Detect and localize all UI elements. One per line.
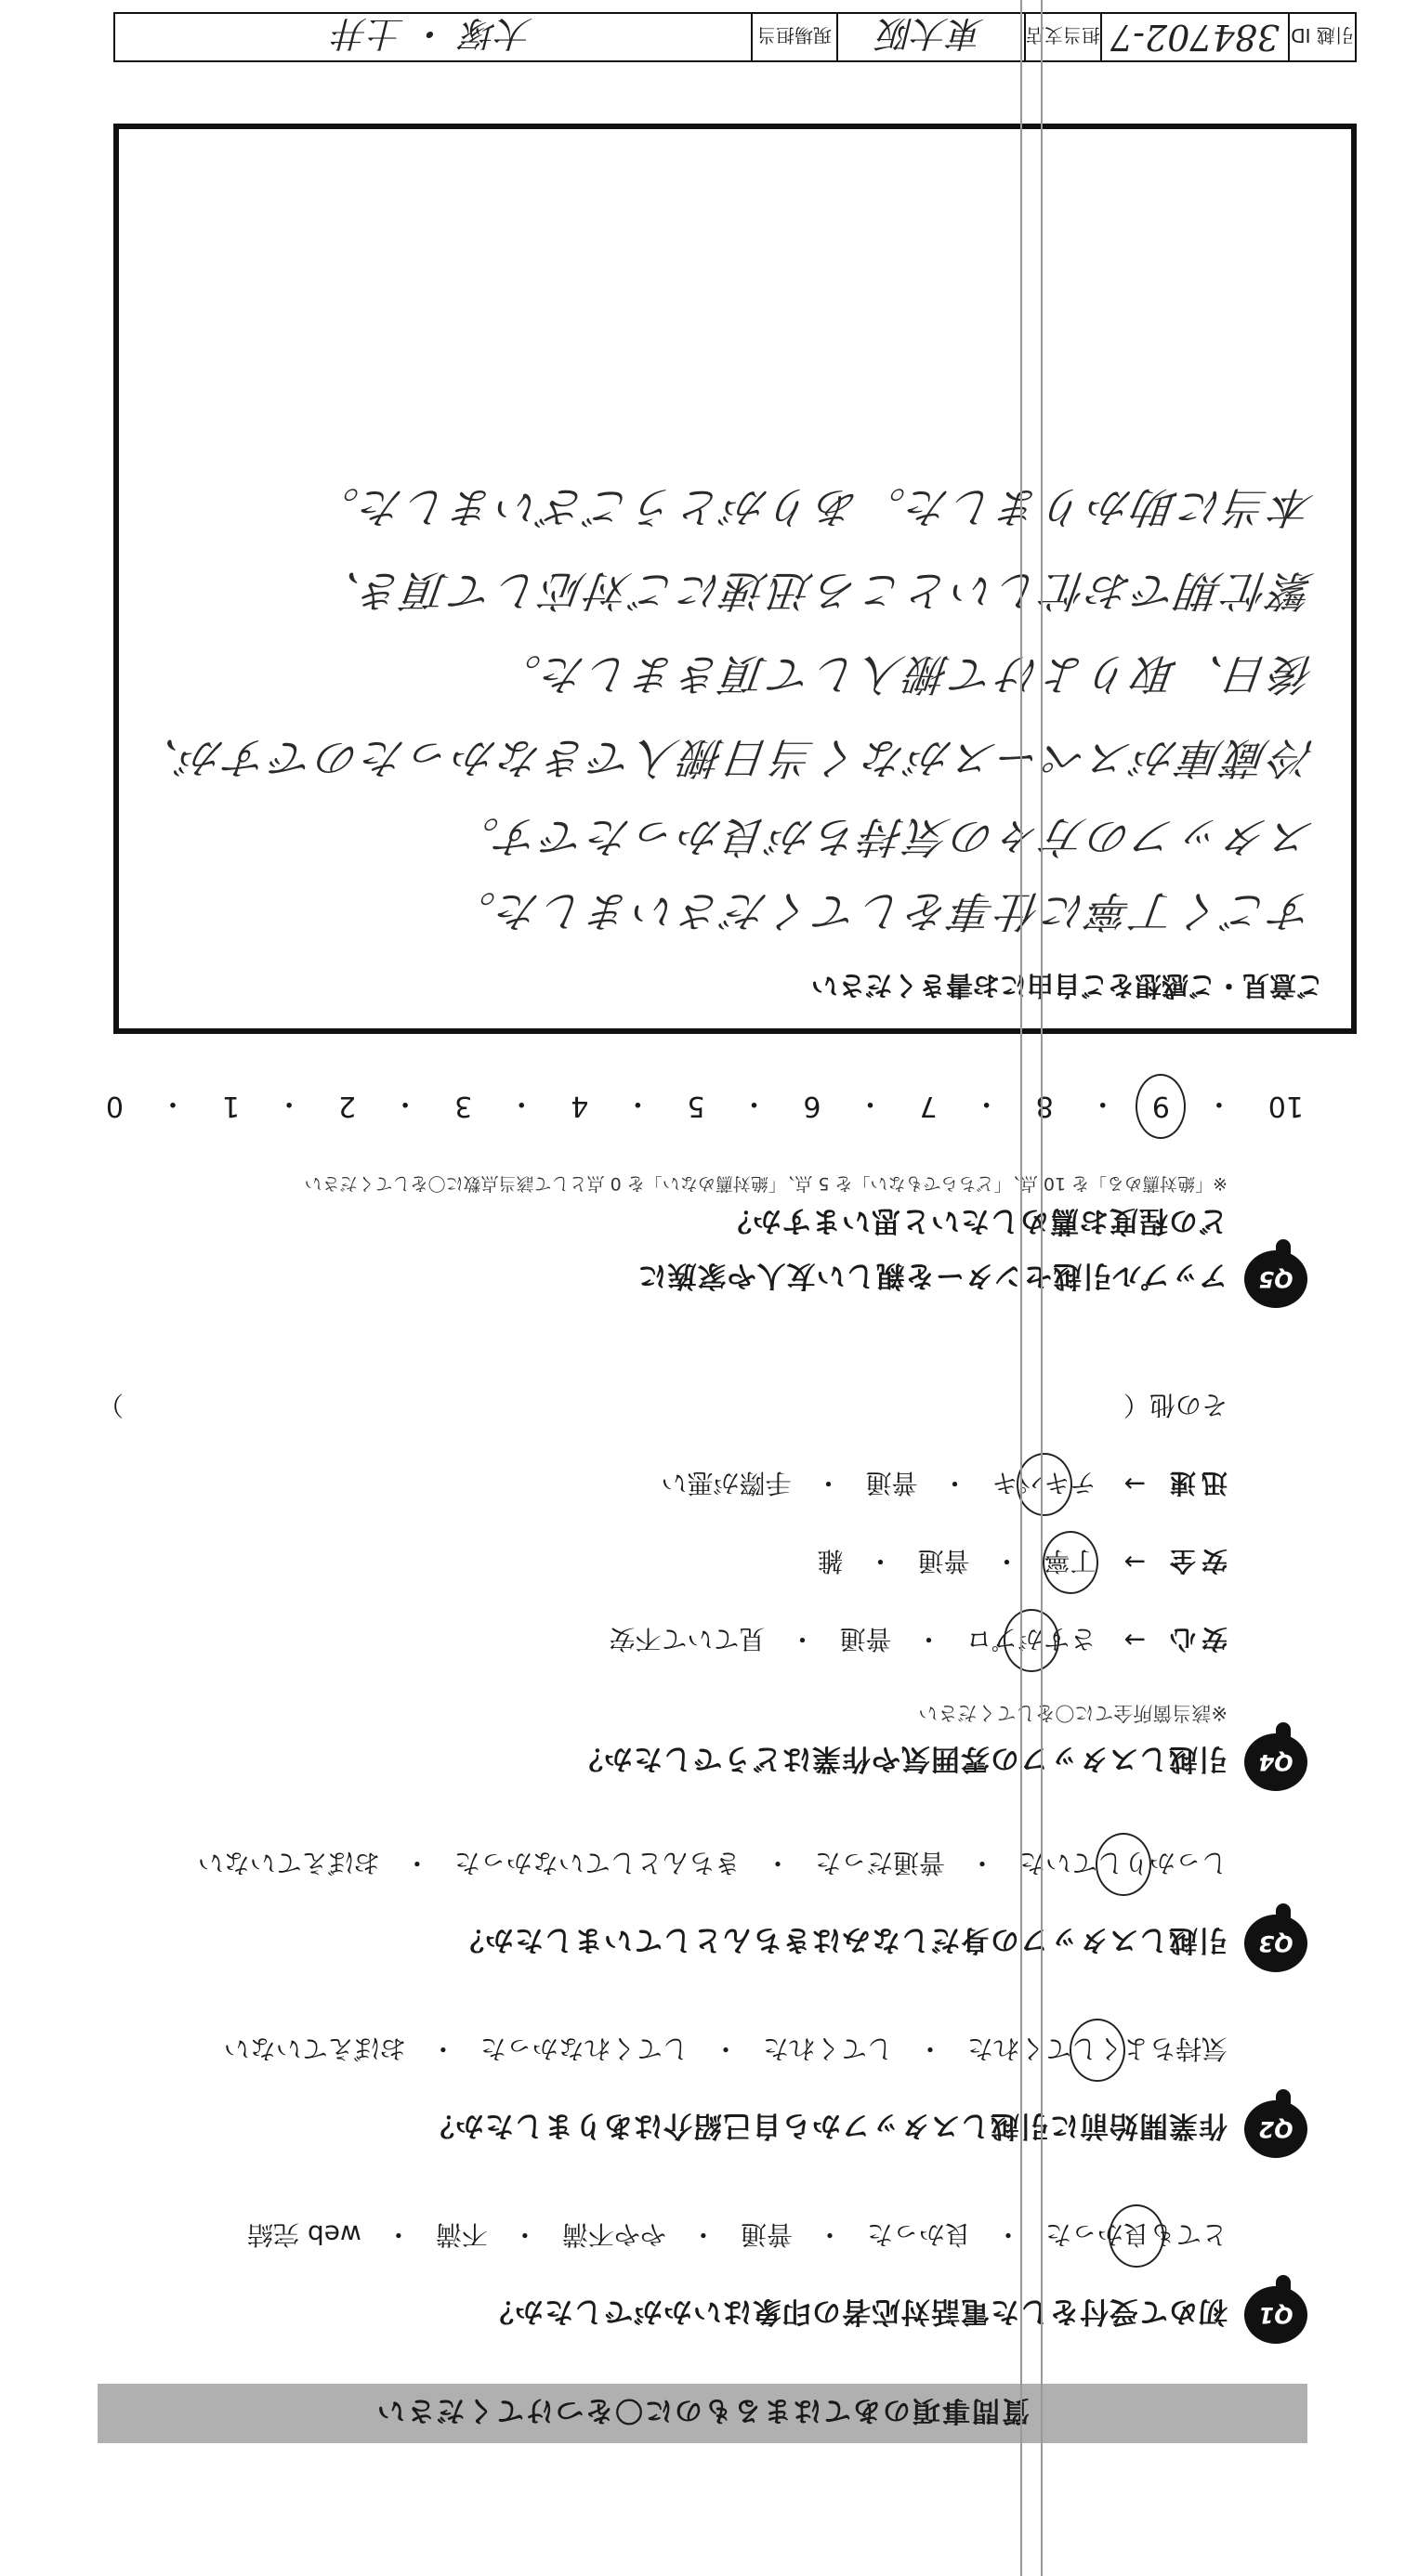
branch-value-cell: 東大阪: [836, 14, 1024, 60]
q1-option-1[interactable]: とても良かった: [1045, 2217, 1228, 2255]
q1-option-5[interactable]: 不満: [435, 2219, 488, 2250]
q4-row-2-label: 安全: [1163, 1546, 1228, 1576]
q3-text: 引越しスタッフの身だしなみはきちんとしていましたか？: [454, 1923, 1228, 1957]
q4-badge-icon: Q4: [1244, 1733, 1307, 1791]
q3-options: しっかりしていた ・ 普通だった ・ きちんとしていなかった ・ おぼえていない: [98, 1846, 1228, 1883]
q5-text-line-2: どの程度お薦めしたいと思いますか？: [722, 1204, 1228, 1237]
q4-note: ※該当箇所全てに〇をしてください: [918, 1702, 1228, 1724]
handwritten-line-4: 後日、取りよけて搬入して頂きました。: [492, 649, 1318, 700]
q4-row-1-option-1[interactable]: さすがプロ: [966, 1622, 1096, 1659]
q2-option-3[interactable]: してくれなかった: [479, 2033, 689, 2064]
q1-options: とても良かった ・ 良かった ・ 普通 ・ やや不満 ・ 不満 ・ web 完結: [98, 2217, 1228, 2255]
staff-value-cell: 大塚 ・ 土井: [333, 13, 533, 55]
arrow-right-icon: →: [1123, 1469, 1146, 1500]
q3-option-4[interactable]: おぼえていない: [197, 1848, 380, 1878]
q2-options: 気持ちよくしてくれた ・ してくれた ・ してくれなかった ・ おぼえていない: [98, 2032, 1228, 2069]
q3-option-1[interactable]: しっかりしていた: [1019, 1846, 1228, 1883]
q4-row-2-option-1[interactable]: 丁寧: [1044, 1544, 1096, 1581]
score-8[interactable]: 8: [1035, 1090, 1054, 1123]
q4-text: 引越しスタッフの雰囲気や作業はどうでしたか？: [573, 1742, 1228, 1776]
score-0[interactable]: 0: [105, 1090, 124, 1123]
q4-row-3-option-3[interactable]: 手際が悪い: [661, 1468, 792, 1498]
q4-other-label: その他（: [1123, 1390, 1228, 1420]
branch-label-cell: 担当支店: [1024, 14, 1100, 60]
q4-other-row: [98, 1388, 1228, 1425]
q3-option-2[interactable]: 普通だった: [814, 1848, 945, 1878]
q1-option-2[interactable]: 良かった: [866, 2219, 971, 2250]
q2-option-2[interactable]: してくれた: [762, 2033, 893, 2064]
q2-text: 作業開始前に引越しスタッフから自己紹介はありましたか？: [425, 2109, 1228, 2143]
score-3[interactable]: 3: [454, 1090, 473, 1123]
score-6[interactable]: 6: [803, 1090, 821, 1123]
score-4[interactable]: 4: [571, 1090, 589, 1123]
q1-badge-icon: Q1: [1244, 2286, 1307, 2344]
q4-row-3-label: 迅速: [1163, 1468, 1228, 1498]
handwritten-line-1: すごく丁寧に仕事をしてくださいました。: [446, 886, 1318, 936]
q1-option-3[interactable]: 普通: [740, 2219, 793, 2250]
q1-option-4[interactable]: やや不満: [561, 2219, 666, 2250]
question-2: [98, 2032, 1307, 2158]
handwritten-line-3: 冷蔵庫がスペースがなく当日搬入できなかったのですが、: [129, 733, 1318, 783]
q5-badge-icon: Q5: [1244, 1250, 1307, 1308]
q5-score-scale: 10 ・ 9 ・ 8 ・ 7 ・ 6 ・ 5 ・ 4 ・ 3 ・ 2 ・ 1 ・ 0: [98, 1086, 1307, 1127]
question-4: [98, 1388, 1307, 1791]
q3-badge-icon: Q3: [1244, 1915, 1307, 1972]
q4-row-2-option-3[interactable]: 雑: [817, 1546, 844, 1576]
q4-row-1-option-3[interactable]: 見ていて不安: [609, 1624, 766, 1654]
question-5: [98, 1172, 1307, 1308]
q5-note: ※「絶対薦める」を 10 点、「どちらでもない」を 5 点、「絶対薦めない」を 0 点として該当点数に〇をしてください: [304, 1173, 1228, 1194]
score-10[interactable]: 10: [1267, 1090, 1304, 1123]
instruction-bar: [98, 2384, 1307, 2443]
q4-row-safety-mind: 安心 → さすがプロ ・ 普通 ・ 見ていて不安: [98, 1622, 1228, 1659]
score-9[interactable]: 9: [1149, 1091, 1174, 1123]
q1-text: 初めて受付をした電話対応者の印象はいかがでしたか？: [484, 2295, 1228, 2329]
comment-box[interactable]: [113, 124, 1357, 1034]
q4-row-1-label: 安心: [1163, 1624, 1228, 1654]
id-label-cell: 引越 ID: [1288, 14, 1355, 60]
score-7[interactable]: 7: [919, 1090, 938, 1123]
q4-row-2-option-2[interactable]: 普通: [917, 1546, 970, 1576]
q4-other-close: ）: [98, 1390, 125, 1420]
fold-line: [1020, 0, 1043, 2576]
arrow-right-icon: →: [1123, 1625, 1146, 1656]
q4-row-3-option-1[interactable]: テキパキ: [992, 1466, 1096, 1503]
handwritten-line-6: 本当に助かりました。ありがとうございました。: [309, 482, 1318, 532]
q3-option-3[interactable]: きちんとしていなかった: [453, 1848, 741, 1878]
handwritten-line-5: 繁忙期でお忙しいところ迅速にご対応して頂き、: [311, 566, 1318, 616]
q2-option-4[interactable]: おぼえていない: [223, 2033, 406, 2064]
handwritten-line-2: スタッフの方々の気持ちが良かったです。: [450, 812, 1318, 862]
q2-badge-icon: Q2: [1244, 2100, 1307, 2158]
score-1[interactable]: 1: [221, 1090, 241, 1123]
q2-option-1[interactable]: 気持ちよくしてくれた: [967, 2032, 1228, 2069]
score-5[interactable]: 5: [687, 1090, 705, 1123]
q4-row-safety: 安全 → 丁寧 ・ 普通 ・ 雑: [98, 1544, 1228, 1581]
question-3: [98, 1846, 1307, 1972]
q4-row-3-option-2[interactable]: 普通: [865, 1468, 918, 1498]
score-2[interactable]: 2: [338, 1090, 357, 1123]
comment-title: ご意見・ご感想をご自由にお書きください: [810, 970, 1323, 1001]
q4-row-speed: 迅速 → テキパキ ・ 普通 ・ 手際が悪い: [98, 1466, 1228, 1503]
staff-id-table: [113, 12, 1357, 62]
q1-option-6[interactable]: web 完結: [247, 2219, 361, 2250]
q4-row-1-option-2[interactable]: 普通: [839, 1624, 892, 1654]
arrow-right-icon: →: [1123, 1547, 1146, 1578]
staff-label-cell: 現場担当: [751, 14, 836, 60]
instruction-text: 質問事項のあてはまるものに〇をつけてください: [375, 2394, 1030, 2426]
q5-text-line-1: アップル引越センターを親しい友人や家族に: [637, 1259, 1228, 1293]
question-1: [98, 2217, 1307, 2344]
id-value-cell: 384702-7: [1100, 14, 1288, 60]
